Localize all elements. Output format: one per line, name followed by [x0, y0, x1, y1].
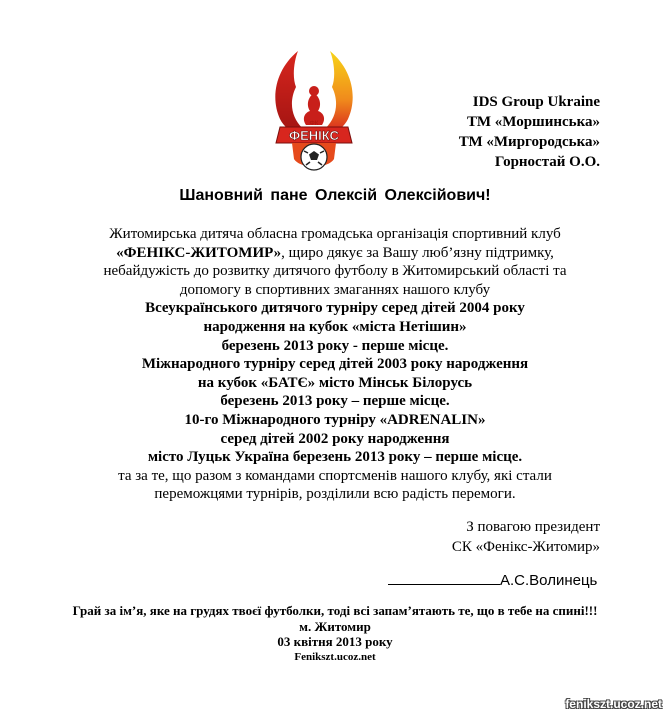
logo-fk-text: ФК — [309, 121, 319, 127]
tournament-line: Всеукраїнського дитячого турніру серед дітей 2004 року — [145, 300, 525, 317]
club-logo — [268, 47, 360, 175]
footer-city: м. Житомир — [299, 618, 371, 634]
right-wing-shape — [322, 51, 353, 133]
body-line: допомогу в спортивних змаганнях нашого клубу — [179, 281, 491, 298]
footer — [0, 603, 670, 665]
footer-site: Fenikszt.ucoz.net — [294, 650, 376, 663]
body-line: небайдужість до розвитку дитячого футболу в Житомирський області та — [103, 263, 567, 280]
tournament-line: серед дітей 2002 року народження — [220, 430, 450, 447]
body-line: та за те, що разом з командами спортсменів нашого клубу, які стали — [118, 467, 552, 484]
tournament-line: місто Луцьк Україна березень 2013 року – перше місце. — [147, 449, 523, 466]
footer-date: 03 квітня 2013 року — [277, 634, 393, 649]
tournament-line: Міжнародного турніру серед дітей 2003 року народження — [141, 356, 529, 373]
logo-badge-text: ФЕНІКС — [289, 128, 339, 143]
signature-line — [388, 570, 597, 589]
signatory-name: А.С.Волинець — [500, 572, 598, 589]
body-line-rest: , щиро дякує за Вашу люб’язну підтримку, — [281, 244, 554, 261]
recipients-block — [459, 92, 600, 172]
recipient-line: IDS Group Ukraine — [472, 94, 600, 110]
recipient-line: ТМ «Миргородська» — [458, 134, 600, 150]
tournament-line: березень 2013 року - перше місце. — [221, 337, 449, 354]
left-wing-shape — [275, 51, 306, 133]
watermark: fenikszt.ucoz.net — [565, 697, 662, 711]
body-line: Житомирська дитяча обласна громадська організація спортивний клуб — [109, 226, 561, 242]
tournament-line: березень 2013 року – перше місце. — [220, 393, 450, 410]
recipient-line: Горностай О.О. — [494, 154, 600, 170]
greeting-heading: Шановний пане Олексій Олексійович! — [179, 187, 491, 204]
tournament-line: 10-го Міжнародного турніру «ADRENALIN» — [184, 411, 486, 428]
tournament-line: на кубок «БАТЄ» місто Мінськ Білорусь — [197, 374, 473, 391]
signature-underline — [388, 570, 500, 585]
footer-motto: Грай за ім’я, яке на грудях твоєї футболки, тоді всі запам’ятають те, що в тебе на спині!!! — [72, 603, 598, 618]
sign-off-line: З повагою президент — [466, 519, 600, 535]
body-line: переможцями турнірів, розділили всю радість перемоги. — [154, 486, 516, 503]
sign-off-club: СК «Фенікс-Житомир» — [451, 539, 600, 555]
tournament-line: народження на кубок «міста Нетішин» — [203, 318, 467, 335]
letter-body — [0, 225, 670, 504]
club-name: «ФЕНІКС-ЖИТОМИР» — [116, 244, 282, 261]
recipient-line: ТМ «Моршинська» — [467, 114, 600, 130]
sign-off — [452, 517, 600, 557]
body-line — [0, 244, 670, 263]
